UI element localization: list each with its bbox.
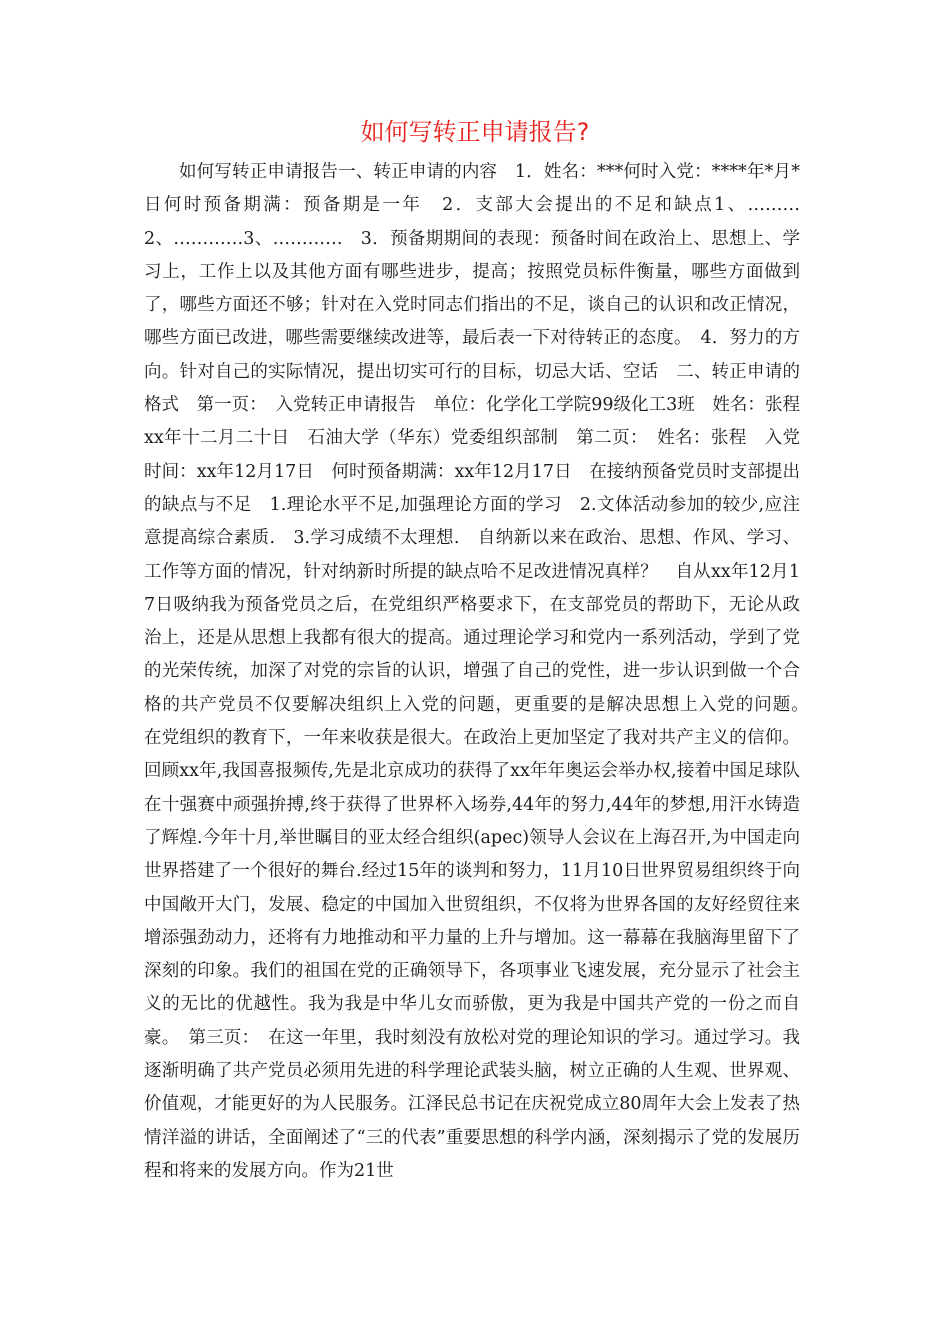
document-body: 如何写转正申请报告一、转正申请的内容 1．姓名：***何时入党：****年*月*日何时预备期满：预备期是一年 2．支部大会提出的不足和缺点1、………2、…………3、………… 3．预备期期间的表现：预备时间在政治上、思想上、学习上，工作上以及其他方面有哪些进步，提高；按照党员标件衡量，哪些方面做到了，哪些方面还不够；针对在入党时同志们指出的不足，谈自己的认识和改正情况，哪些方面已改进，哪些需要继续改进等，最后表一下对待转正的态度。 4．努力的方向。针对自己的实际情况，提出切实可行的目标，切忌大话、空话 二、转正申请的格式 第一页： 入党转正申请报告 单位：化学化工学院99级化工3班 姓名：张程 xx年十二月二十日 石油大学（华东）党委组织部制 第二页： 姓名：张程 入党时间：xx年12月17日 何时预备期满：xx年12月17日 在接纳预备党员时支部提出的缺点与不足 1.理论水平不足,加强理论方面的学习 2.文体活动参加的较少,应注意提高综合素质. 3.学习成绩不太理想. 自纳新以来在政治、思想、作风、学习、工作等方面的情况，针对纳新时所提的缺点哈不足改进情况真样？ 自从xx年12月17日吸纳我为预备党员之后，在党组织严格要求下，在支部党员的帮助下，无论从政治上，还是从思想上我都有很大的提高。通过理论学习和党内一系列活动，学到了党的光荣传统，加深了对党的宗旨的认识，增强了自己的党性，进一步认识到做一个合格的共产党员不仅要解决组织上入党的问题，更重要的是解决思想上入党的问题。 在党组织的教育下，一年来收获是很大。在政治上更加坚定了我对共产主义的信仰。回顾xx年,我国喜报频传,先是北京成功的获得了xx年年奥运会举办权,接着中国足球队在十强赛中顽强拚搏,终于获得了世界杯入场券,44年的努力,44年的梦想,用汗水铸造了辉煌.今年十月,举世瞩目的亚太经合组织(apec)领导人会议在上海召开,为中国走向世界搭建了一个很好的舞台.经过15年的谈判和努力，11月10日世界贸易组织终于向中国敞开大门，发展、稳定的中国加入世贸组织，不仅将为世界各国的友好经贸往来增添强劲动力，还将有力地推动和平力量的上升与增加。这一幕幕在我脑海里留下了深刻的印象。我们的祖国在党的正确领导下，各项事业飞速发展，充分显示了社会主义的无比的优越性。我为我是中华儿女而骄傲，更为我是中国共产党的一份之而自豪。 第三页： 在这一年里，我时刻没有放松对党的理论知识的学习。通过学习。我逐渐明确了共产党员必须用先进的科学理论武装头脑，树立正确的人生观、世界观、价值观，才能更好的为人民服务。江泽民总书记在庆祝党成立80周年大会上发表了热情洋溢的讲话，全面阐述了“三的代表”重要思想的科学内涵，深刻揭示了党的发展历程和将来的发展方向。作为21世 xyxy=(144,162,818,1181)
document-title: 如何写转正申请报告? xyxy=(360,118,590,146)
